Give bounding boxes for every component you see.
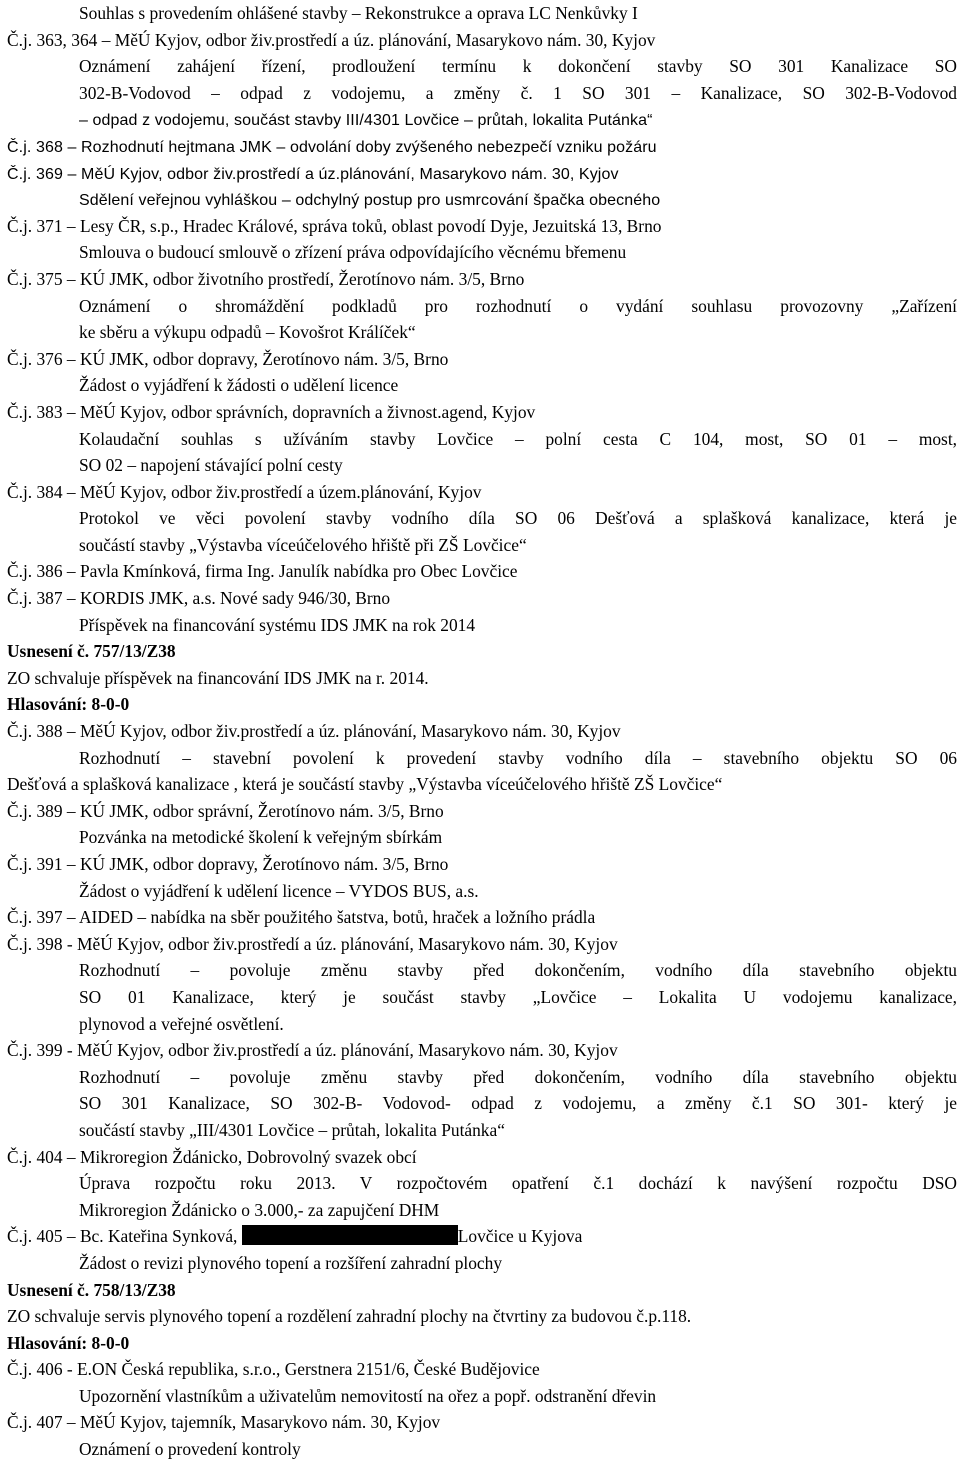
text-line: ZO schvaluje servis plynového topení a rozdělení zahradní plochy na čtvrtiny za budovou č.p.118. [7,1306,692,1327]
text-line: Rozhodnutí – povoluje změnu stavby před dokončením, vodního díla stavebního objektu [79,1066,957,1087]
text-line: Č.j. 363, 364 – MěÚ Kyjov, odbor živ.prostředí a úz. plánování, Masarykovo nám. 30, Kyjov [7,29,656,50]
text-line: Č.j. 405 – Bc. Kateřina Synková, Lovčice u Kyjova [7,1226,583,1247]
text-line: Oznámení o shromáždění podkladů pro rozhodnutí o vydání souhlasu provozovny „Zařízení [79,295,957,316]
text-line: Č.j. 397 – AIDED – nabídka na sběr použitého šatstva, botů, hraček a ložního prádla [7,907,596,928]
resolution-heading: Usnesení č. 757/13/Z38 [7,641,176,662]
text-line: Smlouva o budoucí smlouvě o zřízení práva odpovídajícího věcnému břemenu [79,242,627,263]
text-line: Pozvánka na metodické školení k veřejným sbírkám [79,827,443,848]
text-line: Žádost o vyjádření k žádosti o udělení licence [79,375,399,396]
text-line: Č.j. 383 – MěÚ Kyjov, odbor správních, dopravních a živnost.agend, Kyjov [7,401,536,422]
text-line: Č.j. 375 – KÚ JMK, odbor životního prostředí, Žerotínovo nám. 3/5, Brno [7,268,525,289]
text-line: Č.j. 398 - MěÚ Kyjov, odbor živ.prostředí a úz. plánování, Masarykovo nám. 30, Kyjov [7,933,618,954]
text-line: Č.j. 384 – MěÚ Kyjov, odbor živ.prostředí a územ.plánování, Kyjov [7,481,482,502]
text-line: Č.j. 404 – Mikroregion Ždánicko, Dobrovolný svazek obcí [7,1146,417,1167]
text-line: Protokol ve věci povolení stavby vodního díla SO 06 Dešťová a splašková kanalizace, která je [79,508,957,529]
text-line: Mikroregion Ždánicko o 3.000,- za zapujčení DHM [79,1199,440,1220]
text-line: Č.j. 369 – MěÚ Kyjov, odbor živ.prostředí a úz.plánování, Masarykovo nám. 30, Kyjov [7,165,619,183]
text-line: SO 01 Kanalizace, který je součást stavby „Lovčice – Lokalita U vodojemu kanalizace, [79,986,957,1007]
text-line: Č.j. 387 – KORDIS JMK, a.s. Nové sady 946/30, Brno [7,588,391,609]
text-line: Oznámení zahájení řízení, prodloužení termínu k dokončení stavby SO 301 Kanalizace SO [79,56,957,77]
text-line: Č.j. 389 – KÚ JMK, odbor správní, Žerotínovo nám. 3/5, Brno [7,800,444,821]
text-line: ke sběru a výkupu odpadů – Kovošrot Králíček“ [79,322,416,343]
document-page [7,0,957,1463]
text-line: Oznámení o provedení kontroly [79,1439,301,1460]
text-line: Dešťová a splašková kanalizace , která je součástí stavby „Výstavba víceúčelového hřiště ZŠ Lovčice“ [7,774,723,795]
text-line: ZO schvaluje příspěvek na financování IDS JMK na r. 2014. [7,667,429,688]
text-line: součástí stavby „Výstavba víceúčelového hřiště při ZŠ Lovčice“ [79,534,527,555]
text-line: Rozhodnutí – stavební povolení k provedení stavby vodního díla – stavebního objektu SO 06 [79,747,957,768]
redaction-bar [242,1225,458,1245]
text-line: Č.j. 371 – Lesy ČR, s.p., Hradec Králové, správa toků, oblast povodí Dyje, Jezuitská 13, Brno [7,215,662,236]
text-line: Rozhodnutí – povoluje změnu stavby před dokončením, vodního díla stavebního objektu [79,960,957,981]
text-line: Č.j. 368 – Rozhodnutí hejtmana JMK – odvolání doby zvýšeného nebezpečí vzniku požáru [7,138,657,156]
text-line: Sdělení veřejnou vyhláškou – odchylný postup pro usmrcování špačka obecného [79,192,661,210]
text-line: Č.j. 406 - E.ON Česká republika, s.r.o., Gerstnera 2151/6, České Budějovice [7,1359,540,1380]
text-line: 302-B-Vodovod – odpad z vodojemu, a změny č. 1 SO 301 – Kanalizace, SO 302-B-Vodovod [79,82,957,103]
text-line: Příspěvek na financování systému IDS JMK na rok 2014 [79,614,476,635]
text-line: Č.j. 391 – KÚ JMK, odbor dopravy, Žerotínovo nám. 3/5, Brno [7,854,449,874]
text-line: Úprava rozpočtu roku 2013. V rozpočtovém opatření č.1 dochází k navýšení rozpočtu DSO [79,1173,957,1194]
text-line: Kolaudační souhlas s užíváním stavby Lovčice – polní cesta C 104, most, SO 01 – most, [79,428,957,449]
text-line: Žádost o vyjádření k udělení licence – VYDOS BUS, a.s. [79,880,479,901]
text-line: součástí stavby „III/4301 Lovčice – průtah, lokalita Putánka“ [79,1119,505,1140]
text-line: Č.j. 399 - MěÚ Kyjov, odbor živ.prostředí a úz. plánování, Masarykovo nám. 30, Kyjov [7,1040,618,1061]
vote-result: Hlasování: 8-0-0 [7,1332,130,1353]
text-line: Č.j. 407 – MěÚ Kyjov, tajemník, Masarykovo nám. 30, Kyjov [7,1412,441,1433]
text-line: Č.j. 376 – KÚ JMK, odbor dopravy, Žerotínovo nám. 3/5, Brno [7,348,449,369]
text-line: Žádost o revizi plynového topení a rozšíření zahradní plochy [79,1252,503,1273]
text-line: plynovod a veřejné osvětlení. [79,1013,284,1034]
text-line: Č.j. 388 – MěÚ Kyjov, odbor živ.prostředí a úz. plánování, Masarykovo nám. 30, Kyjov [7,721,621,742]
resolution-heading: Usnesení č. 758/13/Z38 [7,1279,176,1300]
text-line: SO 02 – napojení stávající polní cesty [79,455,343,476]
text-line: – odpad z vodojemu, součást stavby III/4301 Lovčice – průtah, lokalita Putánka“ [79,112,653,130]
text-line: Upozornění vlastníkům a uživatelům nemovitostí na ořez a popř. odstranění dřevin [79,1385,657,1406]
text-line: Souhlas s provedením ohlášené stavby – Rekonstrukce a oprava LC Nenkůvky I [79,3,638,23]
text-line: Č.j. 386 – Pavla Kmínková, firma Ing. Janulík nabídka pro Obec Lovčice [7,561,518,582]
text-line: SO 301 Kanalizace, SO 302-B- Vodovod- odpad z vodojemu, a změny č.1 SO 301- který je [79,1093,957,1114]
vote-result: Hlasování: 8-0-0 [7,694,130,715]
